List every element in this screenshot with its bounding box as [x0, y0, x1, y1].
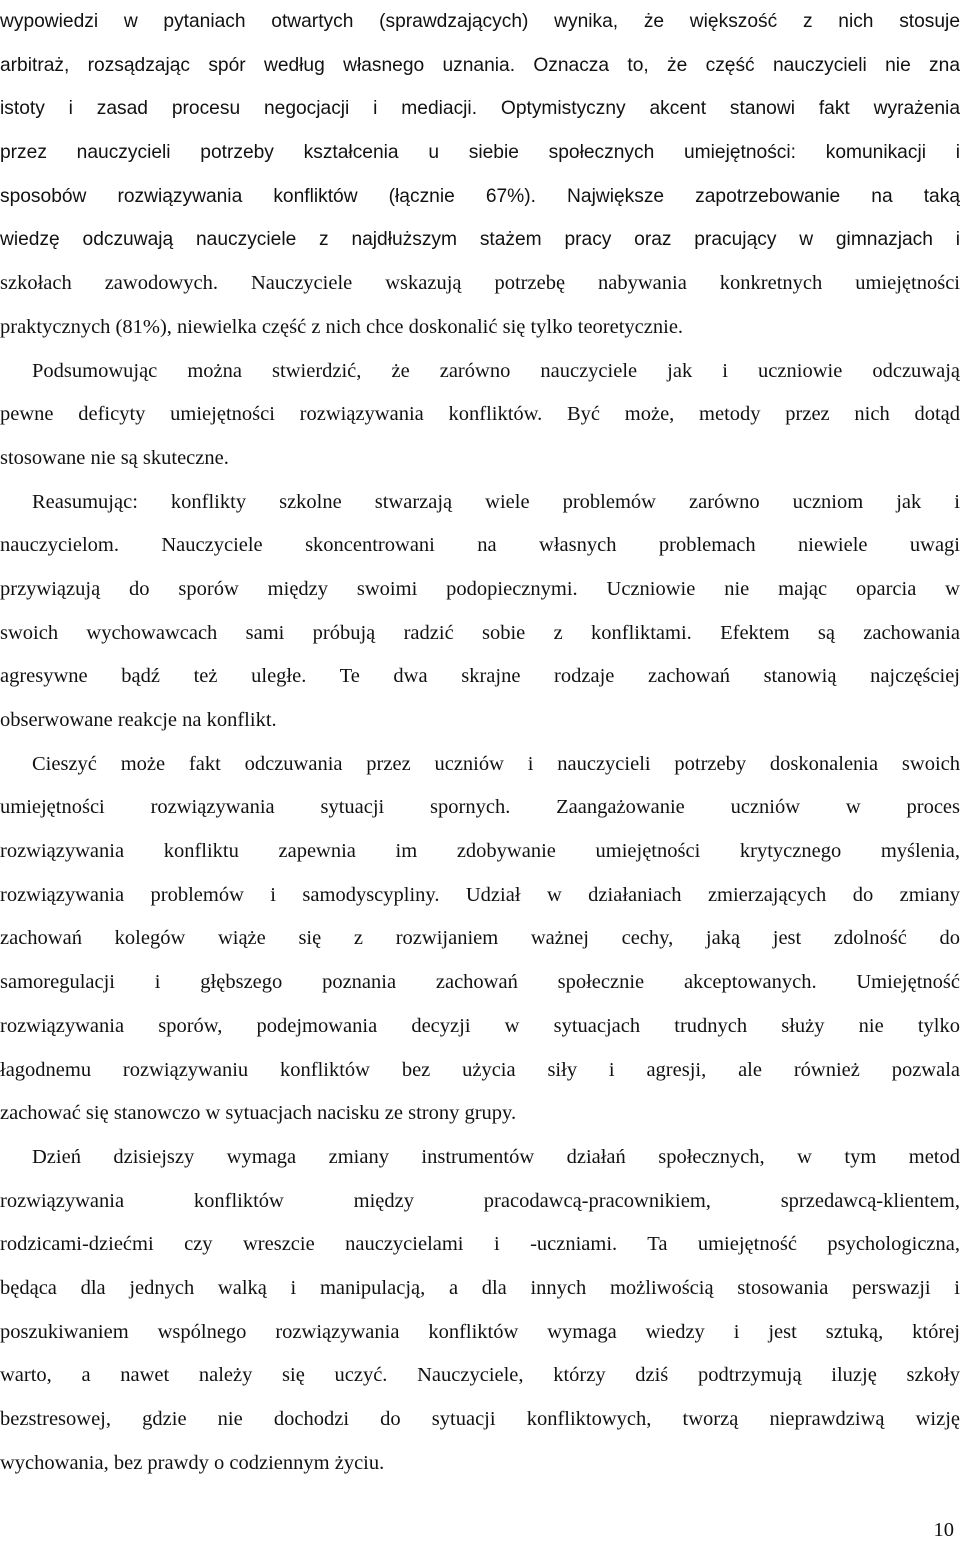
text-line: rodzicami-dziećmi czy wreszcie nauczycielami i -uczniami. Ta umiejętność psychologiczna, [0, 1233, 960, 1256]
text-line: nauczycielom. Nauczyciele skoncentrowani na własnych problemach niewiele uwagi [0, 534, 960, 557]
text-line: obserwowane reakcje na konflikt. [0, 709, 277, 731]
text-line: wiedzę odczuwają nauczyciele z najdłuższym stażem pracy oraz pracujący w gimnazjach i [0, 229, 960, 251]
text-line: wychowania, bez prawdy o codziennym życiu. [0, 1451, 385, 1474]
text-line: swoich wychowawcach sami próbują radzić sobie z konfliktami. Efektem są zachowania [0, 621, 960, 644]
text-line: Reasumując: konflikty szkolne stwarzają wiele problemów zarówno uczniom jak i [32, 490, 960, 513]
text-line: przez nauczycieli potrzeby kształcenia u siebie społecznych umiejętności: komunikacji i [0, 142, 960, 164]
text-line: Podsumowując można stwierdzić, że zarówno nauczyciele jak i uczniowie odczuwają [32, 359, 960, 382]
text-line: agresywne bądź też uległe. Te dwa skrajne rodzaje zachowań stanowią najczęściej [0, 665, 960, 688]
text-line: poszukiwaniem wspólnego rozwiązywania konfliktów wymaga wiedzy i jest sztuką, której [0, 1320, 960, 1343]
text-line: warto, a nawet należy się uczyć. Nauczyciele, którzy dziś podtrzymują iluzję szkoły [0, 1364, 960, 1387]
text-line: zachować się stanowczo w sytuacjach nacisku ze strony grupy. [0, 1102, 517, 1125]
text-line: rozwiązywania konfliktu zapewnia im zdobywanie umiejętności krytycznego myślenia, [0, 840, 960, 863]
text-line: rozwiązywania problemów i samodyscypliny. Udział w działaniach zmierzających do zmiany [0, 883, 960, 906]
text-line: pewne deficyty umiejętności rozwiązywania konfliktów. Być może, metody przez nich dotąd [0, 403, 960, 426]
text-line: stosowane nie są skuteczne. [0, 446, 229, 469]
text-line: Cieszyć może fakt odczuwania przez uczniów i nauczycieli potrzeby doskonalenia swoich [32, 752, 960, 775]
text-line: istoty i zasad procesu negocjacji i mediacji. Optymistyczny akcent stanowi fakt wyrażenia [0, 98, 960, 120]
text-line: sposobów rozwiązywania konfliktów (łącznie 67%). Największe zapotrzebowanie na taką [0, 185, 960, 207]
text-line: praktycznych (81%), niewielka część z nich chce doskonalić się tylko teoretycznie. [0, 315, 684, 338]
text-line: arbitraż, rozsądzając spór według własnego uznania. Oznacza to, że część nauczycieli nie zna [0, 54, 960, 76]
text-line: przywiązują do sporów między swoimi podopiecznymi. Uczniowie nie mając oparcia w [0, 577, 960, 600]
page-number: 10 [933, 1519, 954, 1541]
text-line: bezstresowej, gdzie nie dochodzi do sytuacji konfliktowych, tworzą nieprawdziwą wizję [0, 1408, 960, 1430]
text-line: samoregulacji i głębszego poznania zachowań społecznie akceptowanych. Umiejętność [0, 971, 960, 994]
text-line: rozwiązywania konfliktów między pracodawcą-pracownikiem, sprzedawcą-klientem, [0, 1189, 960, 1212]
text-line: będąca dla jednych walką i manipulacją, a dla innych możliwością stosowania perswazji i [0, 1276, 960, 1299]
text-line: umiejętności rozwiązywania sytuacji spornych. Zaangażowanie uczniów w proces [0, 796, 960, 819]
text-line: wypowiedzi w pytaniach otwartych (sprawdzających) wynika, że większość z nich stosuje [0, 11, 960, 32]
text-line: szkołach zawodowych. Nauczyciele wskazują potrzebę nabywania konkretnych umiejętności [0, 272, 960, 295]
text-line: zachowań kolegów wiąże się z rozwijaniem ważnej cechy, jaką jest zdolność do [0, 927, 960, 950]
text-line: Dzień dzisiejszy wymaga zmiany instrumentów działań społecznych, w tym metod [32, 1145, 960, 1168]
text-line: rozwiązywania sporów, podejmowania decyzji w sytuacjach trudnych służy nie tylko [0, 1014, 960, 1037]
text-line: łagodnemu rozwiązywaniu konfliktów bez użycia siły i agresji, ale również pozwala [0, 1058, 960, 1081]
